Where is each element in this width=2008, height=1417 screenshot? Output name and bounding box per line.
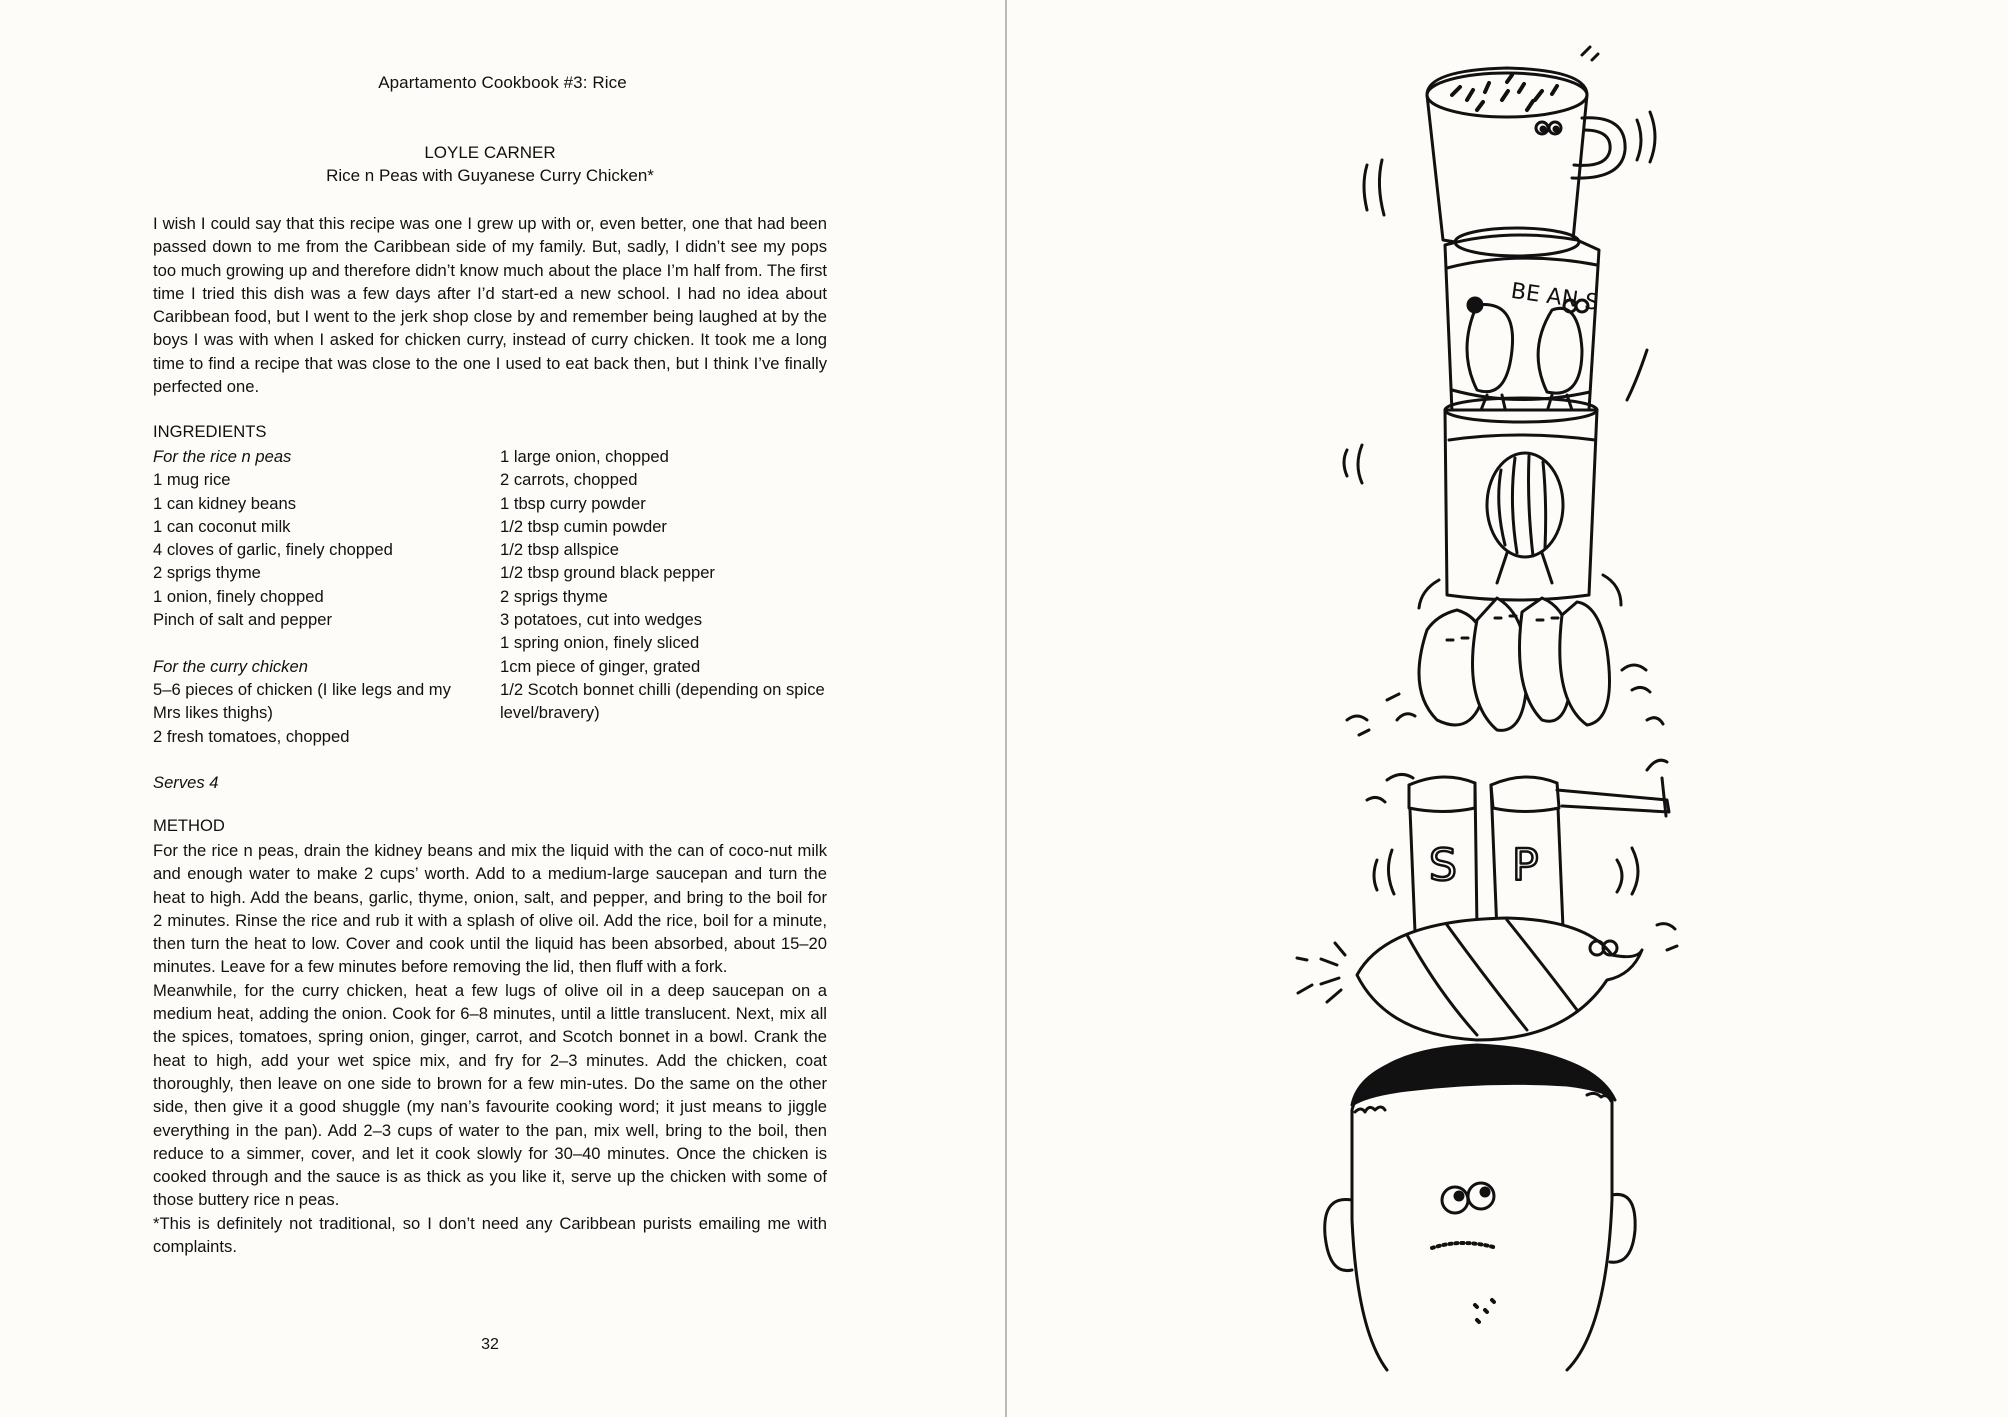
beans-figures-drawing <box>1347 598 1663 735</box>
ingredient-item: 1/2 tbsp cumin powder <box>500 516 667 536</box>
ingredient-item: 1 can kidney beans <box>153 493 296 513</box>
ingredient-item: 1 can coconut milk <box>153 516 291 536</box>
method-paragraph: Meanwhile, for the curry chicken, heat a few lugs of olive oil in a deep saucepan on a medium heat, adding the onion. Cook for 6–8 minutes, until a little translucent. Next, mix all the spices, tomatoes, spring onion, ginger, carrot, and Scotch bonnet in a bowl. Crank the heat to high, add your wet spice mix, and fry for 2–3 minutes. Add the chicken, coat thoroughly, then leave on one side to brown for a few min-utes. Do the same on the other side, then give it a good shuggle (my nan’s favourite cooking word; it just means to jiggle everything in the pan). Add 2–3 cups of water to the pan, mix well, bring to the boil, then reduce to a simmer, cover, and let it cook slowly for 30–40 minutes. Once the chicken is cooked through and the sauce is as thick as you like it, serve up the chicken with some of those buttery rice n peas. <box>153 980 827 1210</box>
chicken-subheading: For the curry chicken <box>153 656 308 676</box>
method-paragraph: For the rice n peas, drain the kidney beans and mix the liquid with the can of coco-nut milk and enough water to make 2 cups’ worth. Add to a medium-large saucepan and turn the heat to high. Add the beans, garlic, thyme, onion, salt, and pepper, and bring to the boil for 2 minutes. Rinse the rice and rub it with a splash of olive oil. Add the rice, boil for a minute, then turn the heat to low. Cover and cook until the liquid has been absorbed, about 15–20 minutes. Leave for a few minutes before removing the lid, then fluff with a fork. <box>153 841 827 977</box>
ingredient-item: 1 tbsp curry powder <box>500 493 646 513</box>
salt-shaker-letter: S <box>1429 840 1457 891</box>
ingredients-heading: INGREDIENTS <box>153 422 267 441</box>
right-page <box>1007 0 2008 1417</box>
salt-pepper-shakers-drawing <box>1367 760 1669 932</box>
ingredient-item: 4 cloves of garlic, finely chopped <box>153 540 393 560</box>
spacer <box>153 631 453 654</box>
ingredient-item: 1 large onion, chopped <box>500 447 669 466</box>
ingredient-item: 1cm piece of ginger, grated <box>500 656 701 676</box>
onion-drawing <box>1297 918 1677 1040</box>
method-footnote: *This is definitely not traditional, so I don’t need any Caribbean purists emailing me with complaints. <box>153 1213 827 1257</box>
recipe-intro: I wish I could say that this recipe was one I grew up with or, even better, one that had been passed down to me from the Caribbean side of my family. But, sadly, I didn’t see my pops too much growing up and therefore didn’t know much about the place I’m half from. The first time I tried this dish was a few days after I’d start-ed a new school. I had no idea about Caribbean food, but I went to the jerk shop close by and remember being laughed at by the boys I was with when I asked for chicken curry, instead of curry chicken. It took me a long time to find a recipe that was close to the one I used to eat back then, but I think I’ve finally perfected one. <box>153 214 827 397</box>
ingredient-item: 1 mug rice <box>153 470 231 490</box>
ingredients-right-column <box>500 445 830 725</box>
method-text <box>153 839 827 1258</box>
stacked-food-illustration <box>1007 0 2008 1417</box>
pepper-shaker-letter: P <box>1512 840 1539 891</box>
ingredient-item: 1 onion, finely chopped <box>153 586 324 606</box>
ingredient-item: Pinch of salt and pepper <box>153 610 332 630</box>
ingredient-item: 1/2 Scotch bonnet chilli (depending on spice level/bravery) <box>500 679 825 723</box>
ingredient-item: 2 fresh tomatoes, chopped <box>153 726 350 746</box>
beans-can-label: BE AN S <box>1509 278 1601 316</box>
page-number: 32 <box>481 1336 499 1353</box>
ingredients-left-column <box>153 445 453 748</box>
recipe-author: LOYLE CARNER <box>424 143 556 162</box>
serves-note: Serves 4 <box>153 773 219 792</box>
ingredient-item: 5–6 pieces of chicken (I like legs and my Mrs likes thighs) <box>153 679 451 723</box>
rice-subheading: For the rice n peas <box>153 447 292 466</box>
recipe-title: Rice n Peas with Guyanese Curry Chicken* <box>326 166 654 185</box>
mug-drawing <box>1364 47 1655 246</box>
coconut-can-drawing <box>1419 398 1621 608</box>
ingredient-item: 1/2 tbsp ground black pepper <box>500 563 715 583</box>
running-head: Apartamento Cookbook #3: Rice <box>378 73 627 92</box>
head-drawing <box>1325 1045 1635 1370</box>
ingredient-item: 2 carrots, chopped <box>500 470 638 490</box>
ingredient-item: 2 sprigs thyme <box>500 586 608 606</box>
ingredient-item: 1/2 tbsp allspice <box>500 540 619 560</box>
ingredient-item: 2 sprigs thyme <box>153 563 261 583</box>
method-heading: METHOD <box>153 816 225 835</box>
ingredient-item: 3 potatoes, cut into wedges <box>500 610 703 630</box>
ingredient-item: 1 spring onion, finely sliced <box>500 633 700 653</box>
